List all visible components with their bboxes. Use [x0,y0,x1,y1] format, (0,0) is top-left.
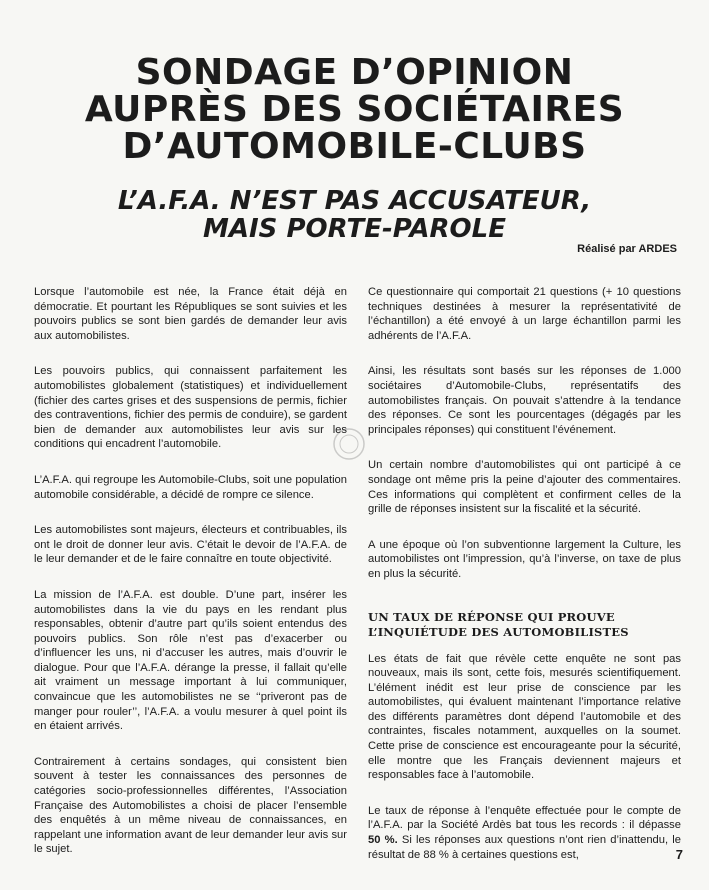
paragraph: Un certain nombre d’automobilistes qui ont participé à ce sondage ont même pris la peine d’ajouter des commentaires. Ces informations qui complètent et confirment celles de la grille de réponses insistent sur la fiscalité et la sécurité. [368,459,681,516]
paragraph: A une époque où l’on subventionne largement la Culture, les automobilistes ont l’impression, qu’à l’inverse, on taxe de plus en plus la sécurité. [368,538,681,580]
paragraph-last [368,804,681,862]
title-line-3: D’AUTOMOBILE-CLUBS [122,126,587,167]
left-column [34,285,347,878]
paragraph: L’A.F.A. qui regroupe les Automobile-Clubs, soit une population automobile considérable, a décidé de rompre ce silence. [34,473,347,501]
title-line-2: AUPRÈS DES SOCIÉTAIRES [84,89,625,130]
paragraph: Ce questionnaire qui comportait 21 questions (+ 10 questions techniques destinées à mesurer la représentativité de l’échantillon) a été envoyé à un large échantillon parmi les adhérents de l’A.F.A. [368,286,681,342]
paragraph: Ainsi, les résultats sont basés sur les réponses de 1.000 sociétaires d’Automobile-Clubs, représentatifs des automobilistes français. On pouvait s’attendre à la tendance des réponses. Ce sont les pourcentages (dégagés par les principales réponses) qui constituent l’événement. [368,365,681,436]
page-number: 7 [675,847,683,862]
subtitle-line-1: L’A.F.A. N’EST PAS ACCUSATEUR, [117,186,592,216]
section-heading: UN TAUX DE RÉPONSE QUI PROUVE L’INQUIÉTUDE DES AUTOMOBILISTES [368,609,629,639]
title-line-1: SONDAGE D’OPINION [135,52,574,93]
text-run: Le taux de réponse à l’enquête effectuée pour le compte de l’A.F.A. par la Société Ardès bat tous les records : il dépasse [368,804,681,832]
paragraph: La mission de l’A.F.A. est double. D’une part, insérer les automobilistes dans la vie du pays en les rendant plus responsables, obtenir d’autre part qu’ils soient entendus des pouvoirs publics. Son rôle n’est pas d’exacerber ou d’influencer les uns, ni d’accuser les autres, mais d’ouvrir le dialogue. Pour que l’A.F.A. dérange la presse, il fallait qu’elle ait vraiment un message important à lui communiquer, convaincue que les automobilistes ne se ‘‘priveront pas de manger pour rouler’’, l’A.F.A. a voulu mesurer à quel point ils en étaient arrivés. [34,588,347,733]
subtitle-line-2: MAIS PORTE-PAROLE [203,214,506,244]
paragraph: Lorsque l’automobile est née, la France était déjà en démocratie. Et pourtant les Républiques se sont suivies et les pouvoirs publics se sont bien gardés de demander leur avis aux automobilistes. [34,286,347,342]
paragraph: Les automobilistes sont majeurs, électeurs et contribuables, ils ont le droit de donner leur avis. C’était le devoir de l’A.F.A. de le leur demander et de le faire connaître en toute objectivité. [34,524,347,566]
text-run: Si les réponses aux questions n’ont rien d’inattendu, le résultat de 88 % à certaines questions est, [368,834,681,861]
paragraph: Les pouvoirs publics, qui connaissent parfaitement les automobilistes globalement (statistiques) et individuellement (fichier des cartes grises et des suspensions de permis, fichier des contraventions, fichier des permis de conduire), se gardent bien de demander aux automobilistes leur avis sur les conditions qui encadrent l’automobile. [34,365,347,451]
paragraph: Les états de fait que révèle cette enquête ne sont pas nouveaux, mais ils sont, cette fois, mesurés scientifiquement. L’élément inédit est leur prise de conscience par les automobilistes, qui évaluent maintenant l’importance relative des différents paramètres dont dépend l’automobile et des contraintes, fiscales notamment, auxquelles on la soumet. Cette prise de conscience est encourageante pour la sécurité, elle montre que les Français deviennent majeurs et responsables face à l’automobile. [368,652,681,782]
percentage-highlight: 50 %. [368,834,398,847]
author-credit: Réalisé par ARDES [577,243,677,255]
right-column [368,285,681,883]
paragraph: Contrairement à certains sondages, qui consistent bien souvent à tester les connaissances des personnes de catégories socio-professionnelles différentes, l’Association Française des Automobilistes a choisi de placer l’ensemble des enquêtés à un même niveau de connaissances, en rappelant une information avant de leur demander leur avis sur le sujet. [34,755,347,856]
